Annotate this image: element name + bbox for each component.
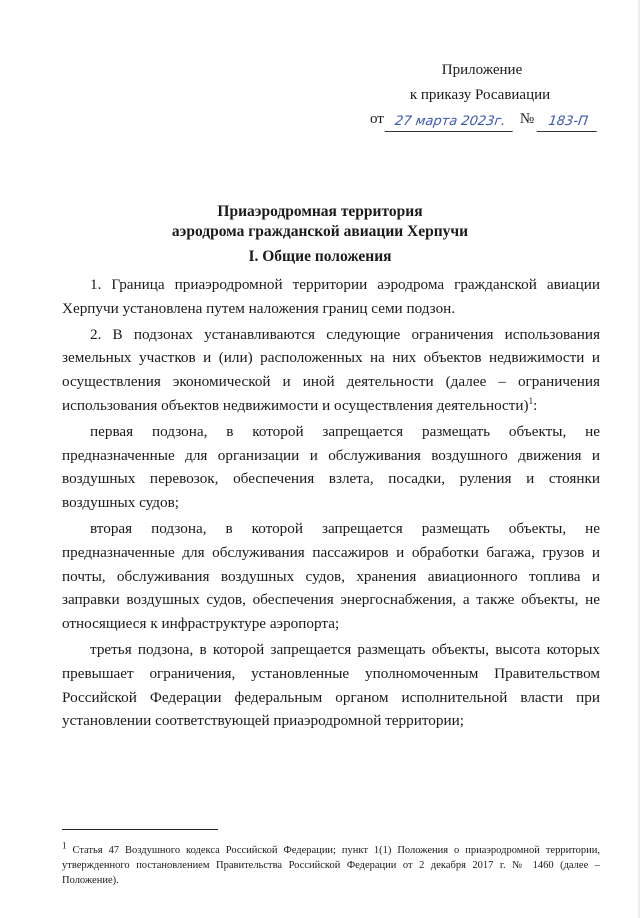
title-line-1: Приаэродромная территория — [217, 203, 423, 220]
from-label: от — [370, 111, 384, 127]
footnote-divider — [62, 829, 218, 830]
appendix-header — [360, 58, 600, 132]
paragraph-2-end: : — [533, 396, 538, 414]
footnote — [62, 840, 601, 888]
footnote-text-block — [62, 840, 601, 888]
handwritten-order-number: 183-П — [537, 113, 600, 132]
footnote-reference: 1 — [528, 395, 534, 406]
footnote-text: Статья 47 Воздушного кодекса Российской Федерации; пункт 1(1) Положения о приаэродромной территории, утвержденного постановлением Правительства Российской Федерации от 2 декабря 2017 г. № 1460 (далее – Положение). — [62, 845, 601, 886]
document-body — [62, 273, 600, 733]
paragraph-2-text: 2. В подзонах устанавливаются следующие ограничения использования земельных участков и (или) расположенных на них объектов недвижимости и осуществления экономической и иной деятельности (далее – ограничения использования объектов недвижимости и осуществления деятельности) — [62, 325, 600, 414]
paragraph-2 — [62, 323, 600, 418]
order-date-number-line — [360, 107, 600, 132]
section-heading: I. Общие положения — [248, 248, 392, 265]
subzone-1-paragraph: первая подзона, в которой запрещается размещать объекты, не предназначенные для организации и обслуживания воздушного движения и воздушных перевозок, обеспечения взлета, посадки, руления и стоянки воздушных судов; — [62, 422, 600, 512]
number-label: № — [519, 111, 535, 127]
title-line-2: аэродрома гражданской авиации Херпучи — [171, 223, 469, 240]
paragraph-1: 1. Граница приаэродромной территории аэродрома гражданской авиации Херпучи установлена путем наложения границ семи подзон. — [62, 276, 600, 317]
footnote-marker: 1 — [62, 840, 67, 851]
subzone-3-paragraph: третья подзона, в которой запрещается размещать объекты, высота которых превышает ограничения, установленные уполномоченным Правительством Российской Федерации федеральным органом исполнительной власти при установлении соответствующей приаэродромной территории; — [62, 640, 600, 730]
order-reference: к приказу Росавиации — [409, 86, 551, 103]
subzone-2-paragraph: вторая подзона, в которой запрещается размещать объекты, не предназначенные для обслуживания пассажиров и обработки багажа, грузов и почты, обслуживания воздушных судов, хранения авиационного топлива и заправки воздушных судов, обеспечения энергоснабжения, а также объекты, не относящиеся к инфраструктуре аэропорта; — [62, 519, 600, 633]
handwritten-date: 27 марта 2023г. — [385, 113, 516, 132]
appendix-label: Приложение — [441, 62, 523, 78]
document-title — [0, 202, 640, 242]
